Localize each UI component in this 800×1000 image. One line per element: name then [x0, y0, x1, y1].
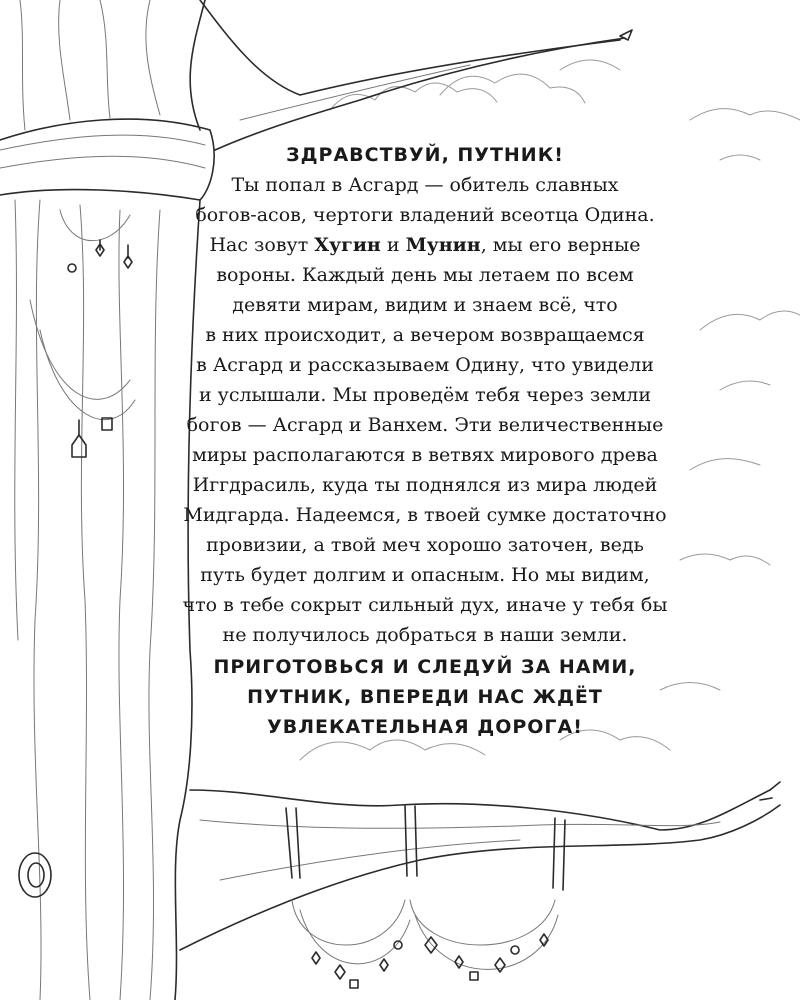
body-line: путь будет долгим и опасным. Но мы видим,: [200, 564, 650, 586]
body-line: провизии, а твой меч хорошо заточен, ведь: [206, 534, 644, 556]
greeting-heading: ЗДРАВСТВУЙ, ПУТНИК!: [286, 144, 564, 166]
closing-line: ПУТНИК, ВПЕРЕДИ НАС ЖДЁТ: [247, 686, 603, 708]
body-line: девяти мирам, видим и знаем всё, что: [232, 294, 618, 316]
body-text: Нас зовут: [209, 234, 315, 256]
body-line: Ты попал в Асгард — обитель славных: [231, 174, 619, 196]
closing-line: ПРИГОТОВЬСЯ И СЛЕДУЙ ЗА НАМИ,: [213, 656, 637, 678]
upper-branch: [200, 0, 632, 150]
body-line: миры располагаются в ветвях мирового древа: [192, 444, 658, 466]
lower-branch: [180, 782, 780, 950]
raven-name-munin: Мунин: [405, 234, 481, 256]
raven-name-hugin: Хугин: [314, 234, 381, 256]
body-line: в них происходит, а вечером возвращаемся: [205, 324, 645, 346]
closing-block: [150, 652, 700, 742]
body-line: в Асгард и рассказываем Одину, что увидели: [196, 354, 654, 376]
body-line: не получилось добраться в наши земли.: [222, 624, 628, 646]
closing-line: УВЛЕКАТЕЛЬНАЯ ДОРОГА!: [267, 716, 583, 738]
body-line: Иггдрасиль, куда ты поднялся из мира людей: [192, 474, 658, 496]
body-text: и: [380, 234, 406, 256]
body-line: вороны. Каждый день мы летаем по всем: [216, 264, 634, 286]
body-line: и услышали. Мы проведём тебя через земли: [198, 384, 652, 406]
body-text: , мы его верные: [480, 234, 641, 256]
body-line: что в тебе сокрыт сильный дух, иначе у тебя бы: [182, 594, 668, 616]
body-line: богов-асов, чертоги владений всеотца Одина.: [195, 204, 655, 226]
body-line: [150, 230, 700, 260]
body-line: Мидгарда. Надеемся, в твоей сумке достаточно: [183, 504, 667, 526]
intro-text-block: [150, 140, 700, 742]
body-line: богов — Асгард и Ванхем. Эти величественные: [186, 414, 664, 436]
branch-garland: [286, 806, 565, 988]
